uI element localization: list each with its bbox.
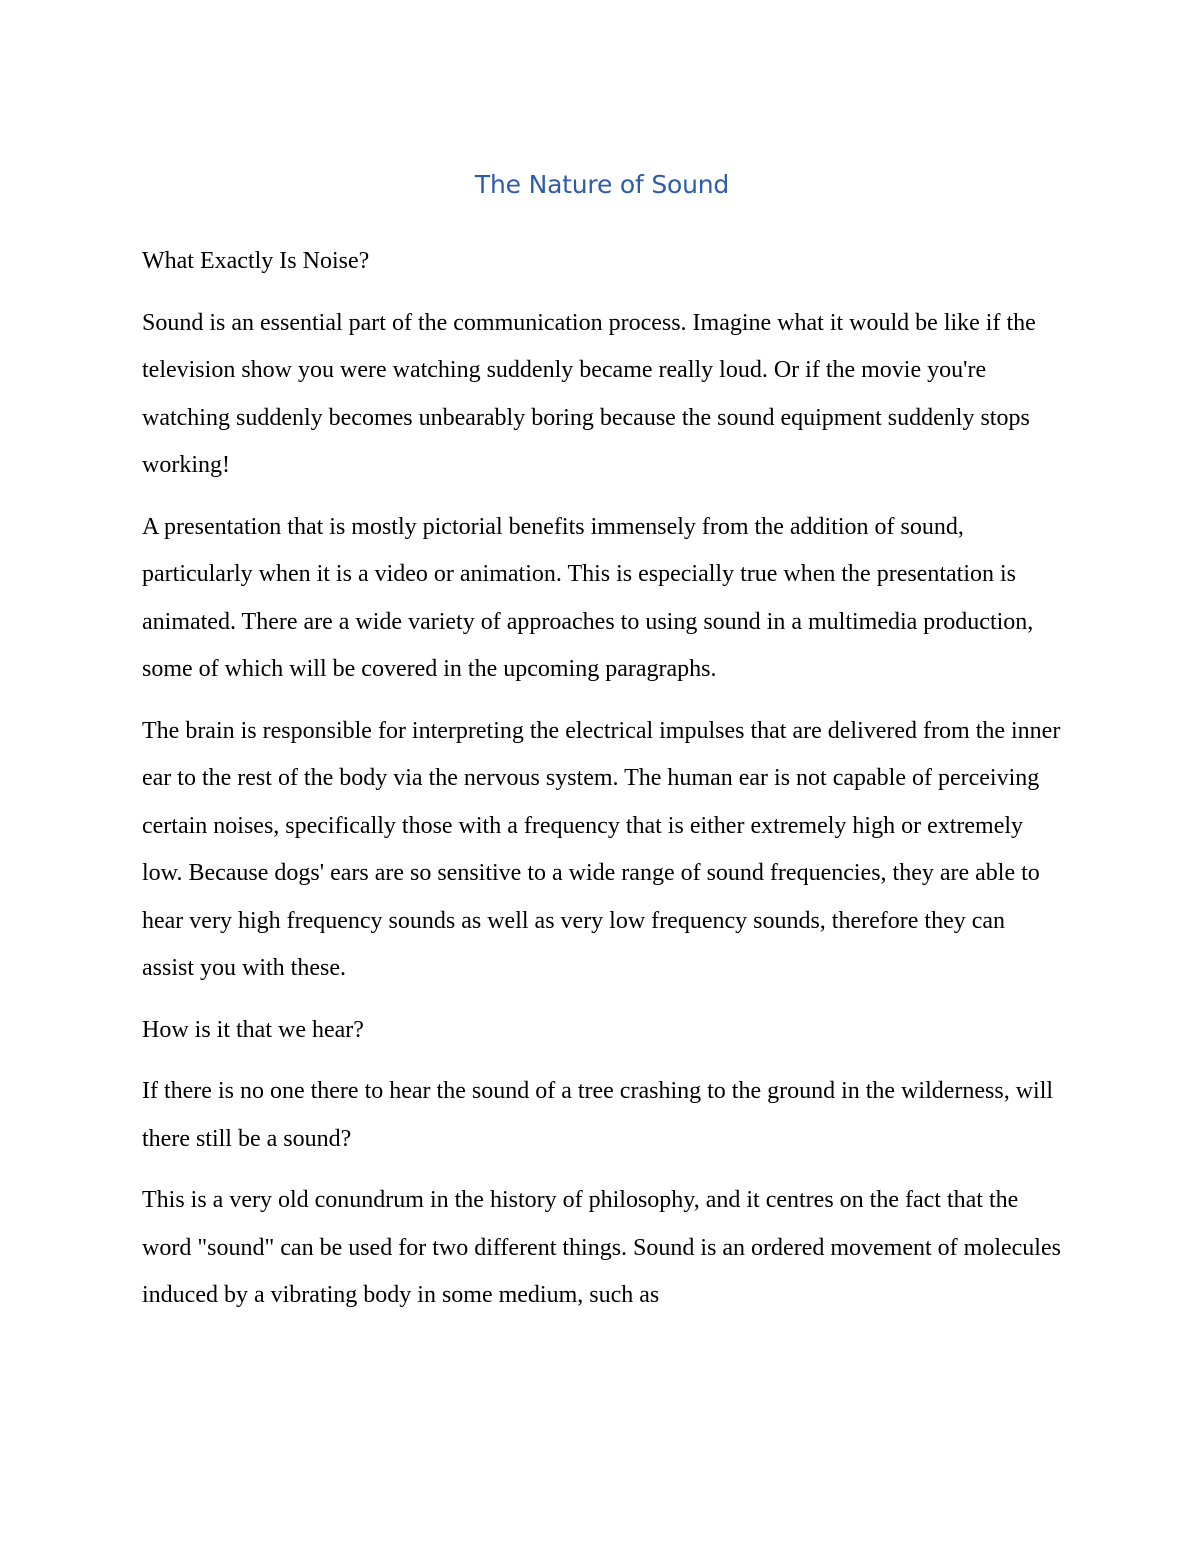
document-body: [142, 166, 1062, 1334]
paragraph-communication: Sound is an essential part of the communication process. Imagine what it would be like if the television show you were watching suddenly became really loud. Or if the movie you're watching suddenly becomes unbearably boring because the sound equipment suddenly stops working!: [142, 309, 1036, 478]
section-heading-hearing: How is it that we hear?: [142, 1016, 364, 1043]
document-title: The Nature of Sound: [474, 170, 730, 199]
paragraph-brain: The brain is responsible for interpreting the electrical impulses that are delivered from the inner ear to the rest of the body via the nervous system. The human ear is not capable of perceiving certain noises, specifically those with a frequency that is either extremely high or extremely low. Because dogs' ears are so sensitive to a wide range of sound frequencies, they are able to hear very high frequency sounds as well as very low frequency sounds, therefore they can assist you with these.: [142, 717, 1061, 981]
section-heading-noise: What Exactly Is Noise?: [142, 248, 370, 274]
paragraph-presentation: A presentation that is mostly pictorial benefits immensely from the addition of sound, particularly when it is a video or animation. This is especially true when the presentation is animated. There are a wide variety of approaches to using sound in a multimedia production, some of which will be covered in the upcoming paragraphs.: [142, 513, 1034, 682]
paragraph-philosophy: This is a very old conundrum in the history of philosophy, and it centres on the fact that the word "sound" can be used for two different things. Sound is an ordered movement of molecules induced by a vibrating body in some medium, such as: [142, 1187, 1061, 1308]
paragraph-tree-question: If there is no one there to hear the sound of a tree crashing to the ground in the wilderness, will there still be a sound?: [142, 1078, 1054, 1152]
